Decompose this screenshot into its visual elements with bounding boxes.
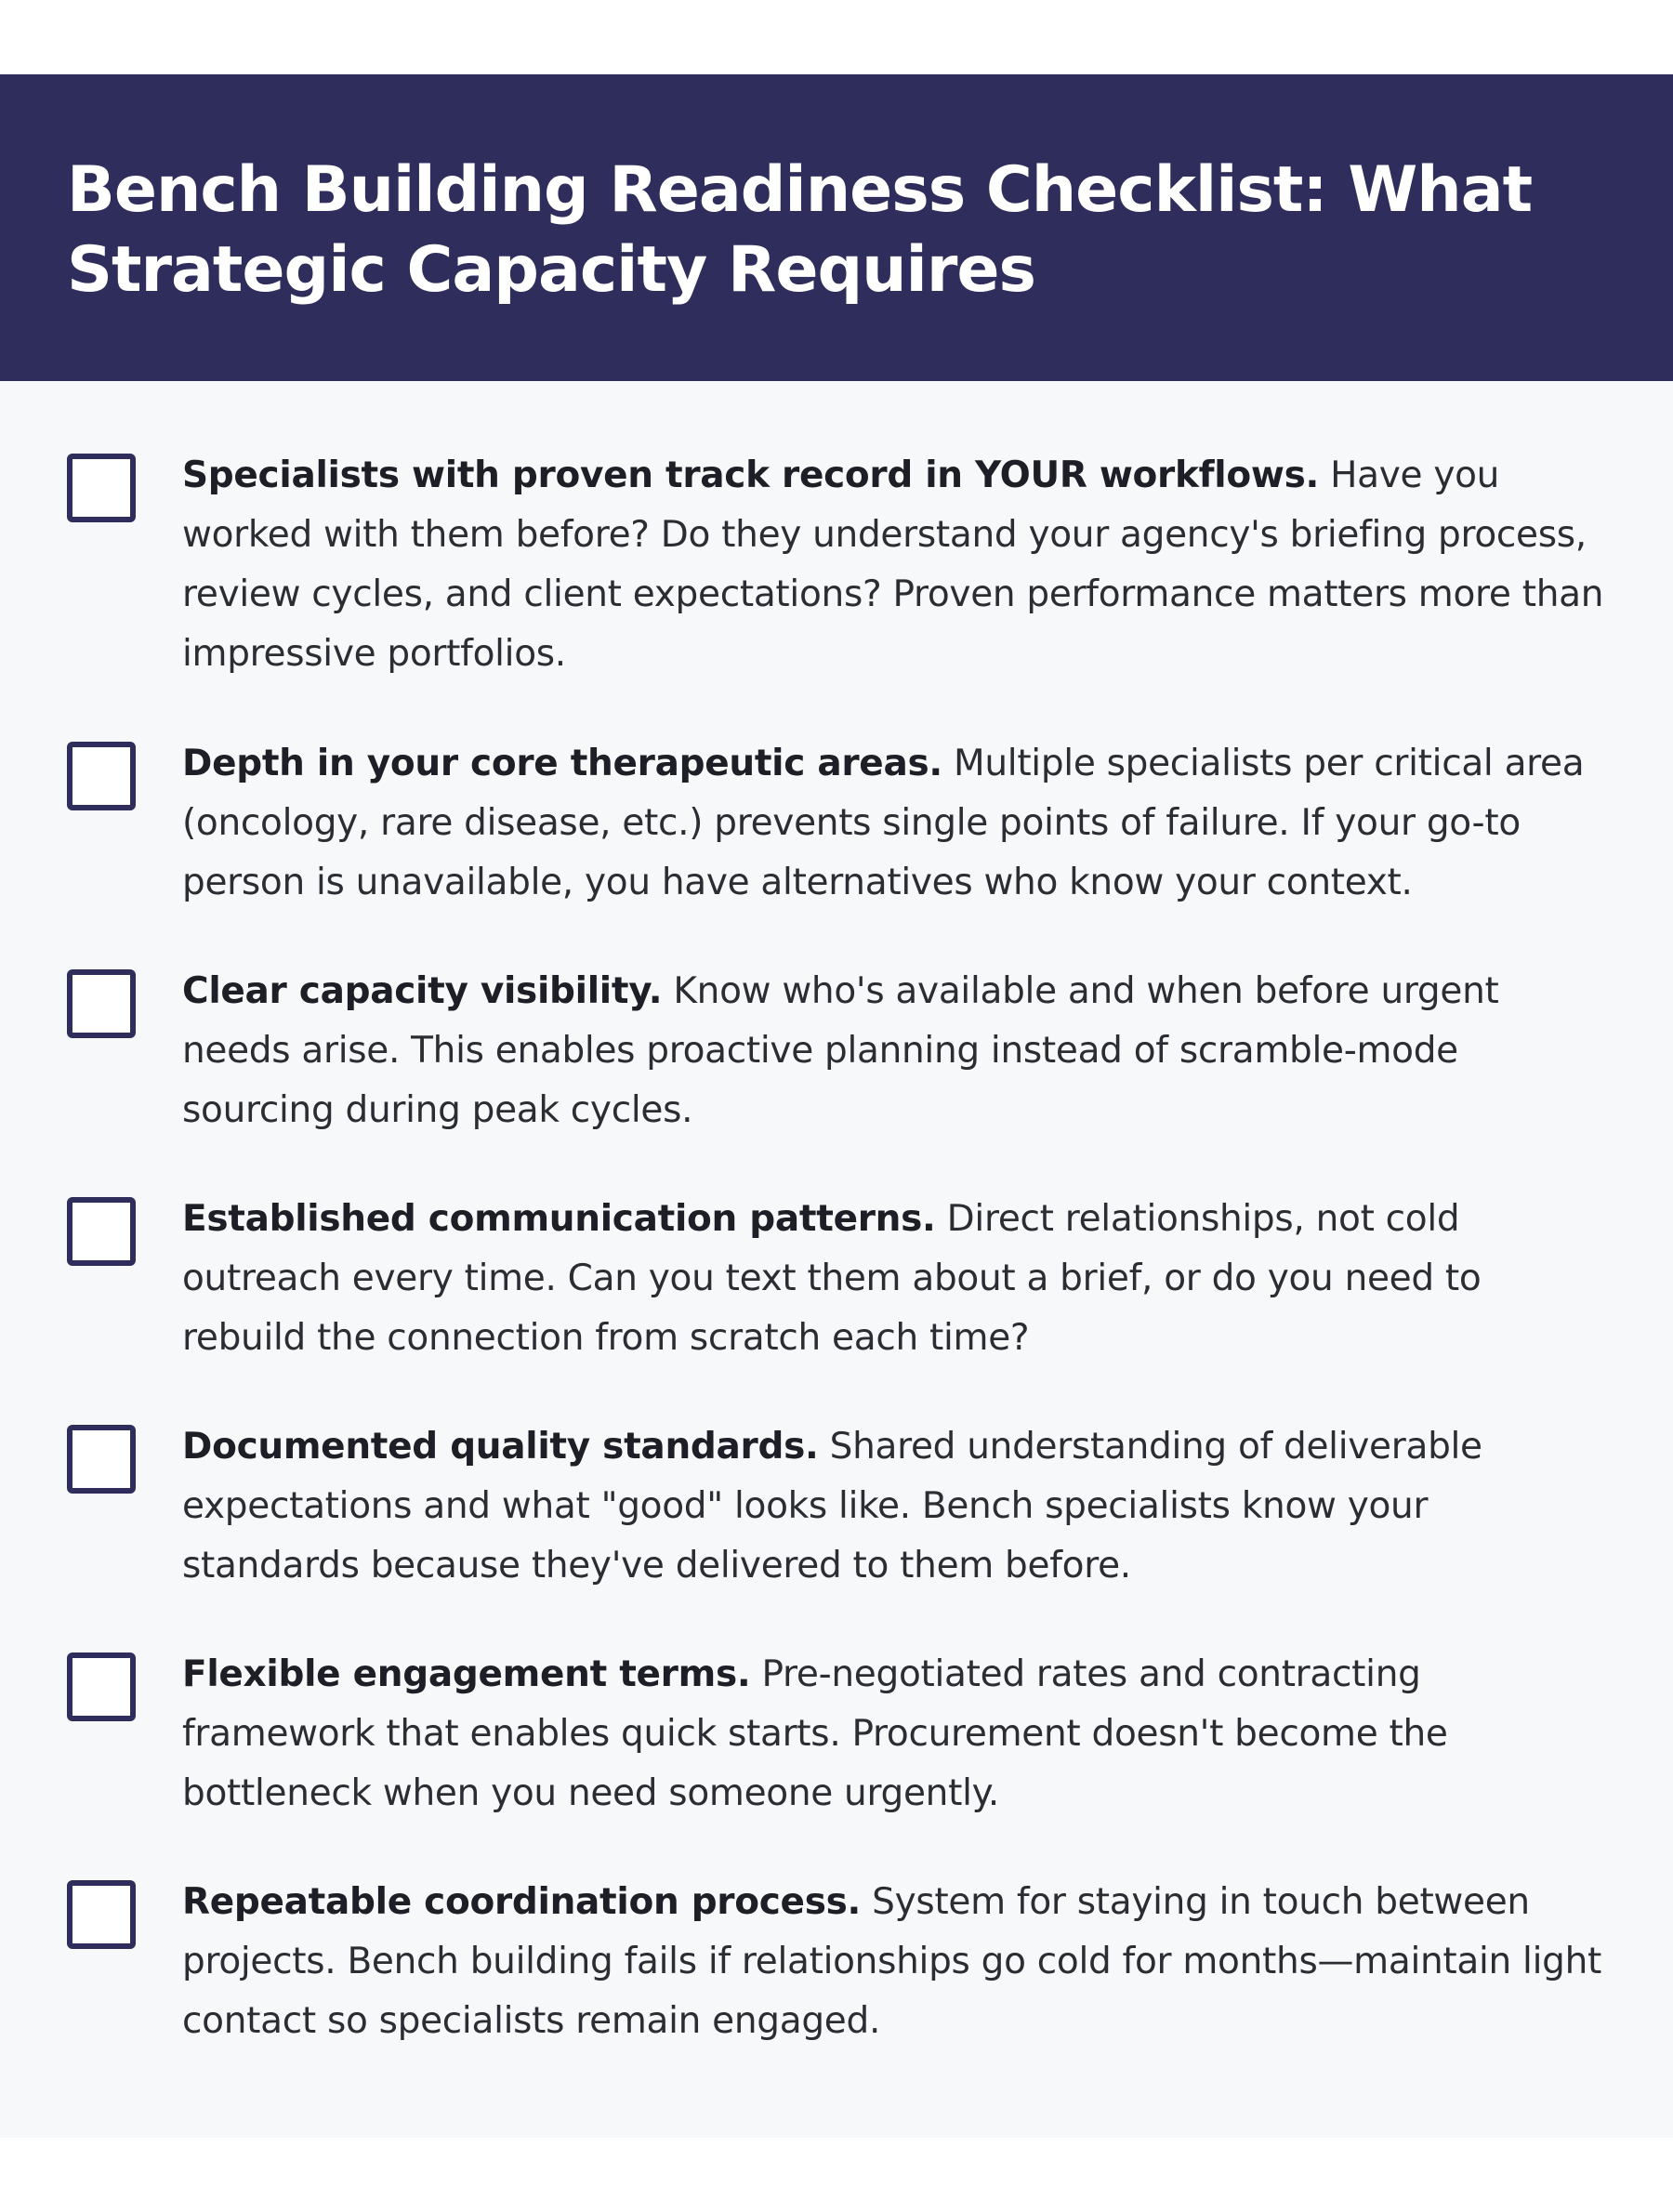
item-description: Multiple specialists per critical area (oncology, rare disease, etc.) prevents single points of failure. If your go-to person is unavailable, you have alternatives who know your context. <box>182 743 1585 903</box>
item-description: System for staying in touch between projects. Bench building fails if relationships go cold for months—maintain light contact so specialists remain engaged. <box>182 1881 1601 2042</box>
item-title: Established communication patterns. <box>182 1198 936 1240</box>
item-description: Direct relationships, not cold outreach every time. Can you text them about a brief, or do you need to rebuild the connection from scratch each time? <box>182 1198 1482 1359</box>
item-text <box>182 1417 1614 1596</box>
item-text <box>182 1190 1614 1368</box>
item-title: Repeatable coordination process. <box>182 1881 862 1923</box>
item-title: Clear capacity visibility. <box>182 970 663 1012</box>
item-description: Have you worked with them before? Do they understand your agency's briefing process, review cycles, and client expectations? Proven performance matters more than impressive portfolios. <box>182 454 1604 675</box>
checkbox[interactable] <box>67 1197 136 1266</box>
item-text <box>182 446 1614 684</box>
item-title: Specialists with proven track record in YOUR workflows. <box>182 454 1320 496</box>
checkbox[interactable] <box>67 1880 136 1949</box>
item-title: Documented quality standards. <box>182 1426 819 1468</box>
item-description: Know who's available and when before urgent needs arise. This enables proactive planning instead of scramble-mode sourcing during peak cycles. <box>182 970 1499 1131</box>
checkbox[interactable] <box>67 1425 136 1494</box>
checkbox[interactable] <box>67 454 136 522</box>
header-banner <box>0 74 1673 381</box>
item-description: Pre-negotiated rates and contracting framework that enables quick starts. Procurement doesn't become the bottleneck when you need someone urgently. <box>182 1653 1448 1814</box>
item-description: Shared understanding of deliverable expectations and what "good" looks like. Bench specialists know your standards because they've delivered to them before. <box>182 1426 1482 1587</box>
item-title: Depth in your core therapeutic areas. <box>182 743 942 784</box>
item-text <box>182 734 1614 913</box>
item-text <box>182 1873 1614 2051</box>
checkbox[interactable] <box>67 969 136 1038</box>
checkbox[interactable] <box>67 1652 136 1721</box>
item-text <box>182 1645 1614 1824</box>
item-title: Flexible engagement terms. <box>182 1653 751 1695</box>
checklist-card <box>0 74 1673 2138</box>
item-text <box>182 962 1614 1140</box>
checkbox[interactable] <box>67 742 136 810</box>
page-title: Bench Building Readiness Checklist: What Strategic Capacity Requires <box>67 153 1533 307</box>
